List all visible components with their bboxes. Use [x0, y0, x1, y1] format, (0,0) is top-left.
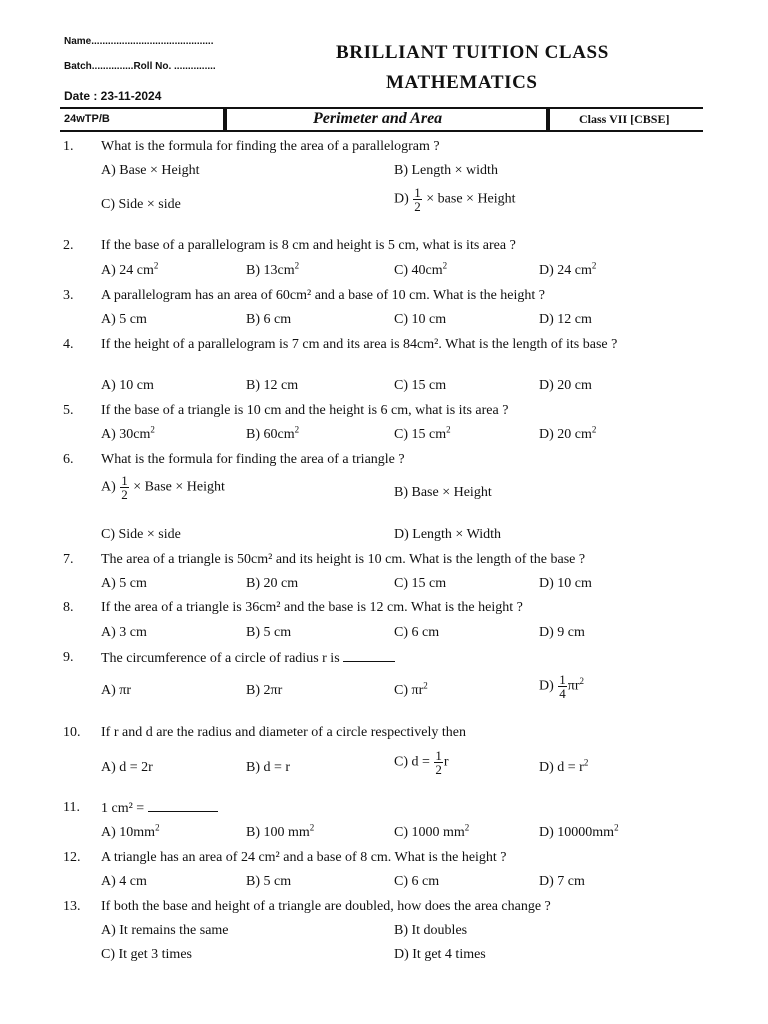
superscript: 2 — [309, 822, 315, 833]
question-number: 12. — [63, 850, 81, 865]
question-12 — [63, 849, 708, 869]
option-b[interactable]: B) 5 cm — [246, 874, 292, 889]
question-number: 1. — [63, 139, 74, 154]
numerator: 1 — [414, 185, 421, 200]
option-text: B) 60cm — [246, 427, 295, 442]
option-text: C) 15 cm — [394, 427, 447, 442]
option-b[interactable] — [246, 262, 299, 280]
option-c[interactable] — [394, 749, 449, 776]
institute-title: BRILLIANT TUITION CLASS — [336, 42, 609, 63]
superscript: 2 — [423, 680, 428, 691]
question-number: 6. — [63, 452, 74, 467]
option-d[interactable] — [394, 186, 516, 213]
question-number: 9. — [63, 650, 74, 665]
question-text: If the base of a triangle is 10 cm and the height is 6 cm, what is its area ? — [101, 403, 509, 418]
option-a[interactable] — [101, 426, 155, 444]
question-13 — [63, 898, 708, 918]
option-b[interactable]: B) 20 cm — [246, 576, 299, 591]
question-text: If r and d are the radius and diameter of a circle respectively then — [101, 725, 466, 740]
option-a[interactable]: A) 3 cm — [101, 625, 147, 640]
option-c[interactable]: C) 6 cm — [394, 874, 440, 889]
question-8 — [63, 599, 708, 619]
option-text: πr — [567, 678, 580, 694]
option-d[interactable]: D) It get 4 times — [394, 947, 486, 962]
denominator: 4 — [559, 686, 566, 701]
option-c[interactable] — [394, 824, 469, 842]
option-d[interactable]: D) Length × Width — [394, 527, 502, 542]
question-number: 11. — [63, 800, 80, 815]
name-field: Name............................................ — [64, 36, 214, 47]
question-text: A triangle has an area of 24 cm² and a base of 8 cm. What is the height ? — [101, 850, 507, 865]
option-c[interactable]: C) 15 cm — [394, 576, 447, 591]
option-c[interactable] — [394, 426, 451, 444]
numerator: 1 — [435, 748, 442, 763]
question-6 — [63, 451, 708, 471]
question-11 — [63, 799, 708, 819]
paper-code: 24wTP/B — [64, 113, 110, 125]
option-c[interactable]: C) Side × side — [101, 527, 181, 542]
superscript: 2 — [614, 822, 619, 833]
option-d[interactable]: D) 12 cm — [539, 312, 592, 327]
option-c[interactable] — [394, 262, 447, 280]
option-d[interactable] — [539, 262, 596, 280]
header-divider-right — [546, 107, 550, 132]
question-text: 1 cm² = — [101, 801, 145, 816]
option-a[interactable]: A) πr — [101, 683, 132, 698]
fraction-half — [434, 749, 443, 776]
option-text: C) πr — [394, 683, 424, 698]
question-number: 8. — [63, 600, 74, 615]
question-7 — [63, 551, 708, 571]
option-a[interactable]: A) 10 cm — [101, 378, 154, 393]
option-label: D) — [394, 191, 409, 207]
option-c[interactable]: C) Side × side — [101, 197, 181, 212]
option-text: C) 40cm — [394, 263, 443, 278]
option-d[interactable] — [539, 426, 596, 444]
option-a[interactable]: A) 4 cm — [101, 874, 147, 889]
option-a[interactable] — [101, 824, 160, 842]
question-text: If the area of a triangle is 36cm² and the base is 12 cm. What is the height ? — [101, 600, 523, 615]
option-text: r — [443, 754, 449, 770]
header-top-rule — [60, 107, 703, 109]
fraction-quarter — [558, 673, 567, 700]
superscript: 2 — [591, 260, 597, 271]
question-number: 10. — [63, 725, 81, 740]
question-text: What is the formula for finding the area of a parallelogram ? — [101, 139, 440, 154]
question-number: 4. — [63, 337, 74, 352]
option-c[interactable]: C) It get 3 times — [101, 947, 192, 962]
superscript: 2 — [294, 424, 300, 435]
option-c[interactable]: C) 10 cm — [394, 312, 447, 327]
option-b[interactable] — [246, 824, 314, 842]
option-text: B) 13cm — [246, 263, 295, 278]
superscript: 2 — [446, 424, 451, 435]
class-label: Class VII [CBSE] — [579, 112, 670, 126]
option-b[interactable]: B) d = r — [246, 760, 291, 775]
question-2 — [63, 237, 708, 257]
option-a[interactable]: A) It remains the same — [101, 923, 229, 938]
question-number: 5. — [63, 403, 74, 418]
question-text-wrap — [101, 799, 708, 818]
option-d[interactable] — [539, 673, 584, 700]
denominator: 2 — [121, 487, 128, 502]
option-b[interactable]: B) 5 cm — [246, 625, 292, 640]
option-b[interactable]: B) It doubles — [394, 923, 468, 938]
superscript: 2 — [583, 757, 589, 768]
option-a[interactable]: A) Base × Height — [101, 163, 200, 178]
question-text: The area of a triangle is 50cm² and its height is 10 cm. What is the length of the base ? — [101, 552, 586, 567]
numerator: 1 — [559, 672, 566, 687]
option-text: C) 1000 mm — [394, 825, 465, 840]
numerator: 1 — [121, 473, 128, 488]
option-a[interactable]: A) d = 2r — [101, 760, 153, 775]
option-a[interactable] — [101, 474, 225, 501]
superscript: 2 — [150, 424, 155, 435]
option-d[interactable]: D) 10 cm — [539, 576, 592, 591]
answer-blank[interactable] — [343, 649, 395, 662]
option-label: A) — [101, 479, 116, 495]
question-3 — [63, 287, 708, 307]
fraction-half — [413, 186, 422, 213]
question-text: If the base of a parallelogram is 8 cm and height is 5 cm, what is its area ? — [101, 238, 516, 253]
option-text: D) 20 cm — [539, 427, 592, 442]
question-text: If both the base and height of a triangle are doubled, how does the area change ? — [101, 899, 551, 914]
question-number: 3. — [63, 288, 74, 303]
option-label: D) — [539, 678, 554, 694]
denominator: 2 — [435, 762, 442, 777]
option-b[interactable]: B) 12 cm — [246, 378, 299, 393]
question-text: What is the formula for finding the area of a triangle ? — [101, 452, 405, 467]
header-divider-left — [223, 107, 227, 132]
option-text: × base × Height — [426, 191, 516, 207]
option-text: B) 100 mm — [246, 825, 310, 840]
option-c[interactable]: C) 6 cm — [394, 625, 440, 640]
option-text: D) 24 cm — [539, 263, 592, 278]
option-text: D) d = r — [539, 760, 584, 775]
option-d[interactable]: D) 9 cm — [539, 625, 585, 640]
option-b[interactable] — [246, 426, 299, 444]
option-text: × Base × Height — [133, 479, 225, 495]
subject-title: MATHEMATICS — [386, 72, 538, 93]
option-c[interactable] — [394, 682, 428, 700]
question-text: The circumference of a circle of radius r is — [101, 651, 340, 666]
option-text: A) 10mm — [101, 825, 156, 840]
topic-title: Perimeter and Area — [313, 110, 443, 127]
option-text: A) 24 cm — [101, 263, 154, 278]
option-a[interactable]: A) 5 cm — [101, 576, 147, 591]
question-text: A parallelogram has an area of 60cm² and a base of 10 cm. What is the height ? — [101, 288, 546, 303]
superscript: 2 — [591, 424, 597, 435]
question-number: 13. — [63, 899, 81, 914]
option-d[interactable]: D) 20 cm — [539, 378, 592, 393]
option-d[interactable] — [539, 759, 588, 777]
option-d[interactable]: D) 7 cm — [539, 874, 585, 889]
fraction-half — [120, 474, 129, 501]
superscript: 2 — [464, 822, 470, 833]
option-a[interactable]: A) 5 cm — [101, 312, 147, 327]
option-b[interactable]: B) 2πr — [246, 683, 283, 698]
option-label: C) d = — [394, 754, 430, 770]
option-text: A) 30cm — [101, 427, 151, 442]
batch-roll-field: Batch...............Roll No. ............... — [64, 61, 216, 72]
date-label: Date : 23-11-2024 — [64, 89, 162, 103]
question-number: 2. — [63, 238, 74, 253]
denominator: 2 — [414, 199, 421, 214]
option-a[interactable] — [101, 262, 158, 280]
question-number: 7. — [63, 552, 74, 567]
question-1 — [63, 138, 708, 158]
question-9 — [63, 649, 708, 669]
superscript: 2 — [153, 260, 159, 271]
superscript: 2 — [155, 822, 160, 833]
answer-blank[interactable] — [148, 799, 218, 812]
superscript: 2 — [442, 260, 448, 271]
option-d[interactable] — [539, 824, 619, 842]
option-text: D) 10000mm — [539, 825, 615, 840]
question-text-wrap — [101, 649, 708, 668]
question-5 — [63, 402, 708, 422]
option-b[interactable]: B) Length × width — [394, 163, 498, 178]
question-text: If the height of a parallelogram is 7 cm and its area is 84cm². What is the length of its base ? — [101, 337, 618, 352]
option-b[interactable]: B) 6 cm — [246, 312, 292, 327]
question-4 — [63, 336, 708, 374]
superscript: 2 — [579, 676, 585, 687]
option-b[interactable]: B) Base × Height — [394, 485, 492, 500]
question-10 — [63, 724, 708, 744]
superscript: 2 — [294, 260, 300, 271]
header-bottom-rule — [60, 130, 703, 132]
option-c[interactable]: C) 15 cm — [394, 378, 447, 393]
